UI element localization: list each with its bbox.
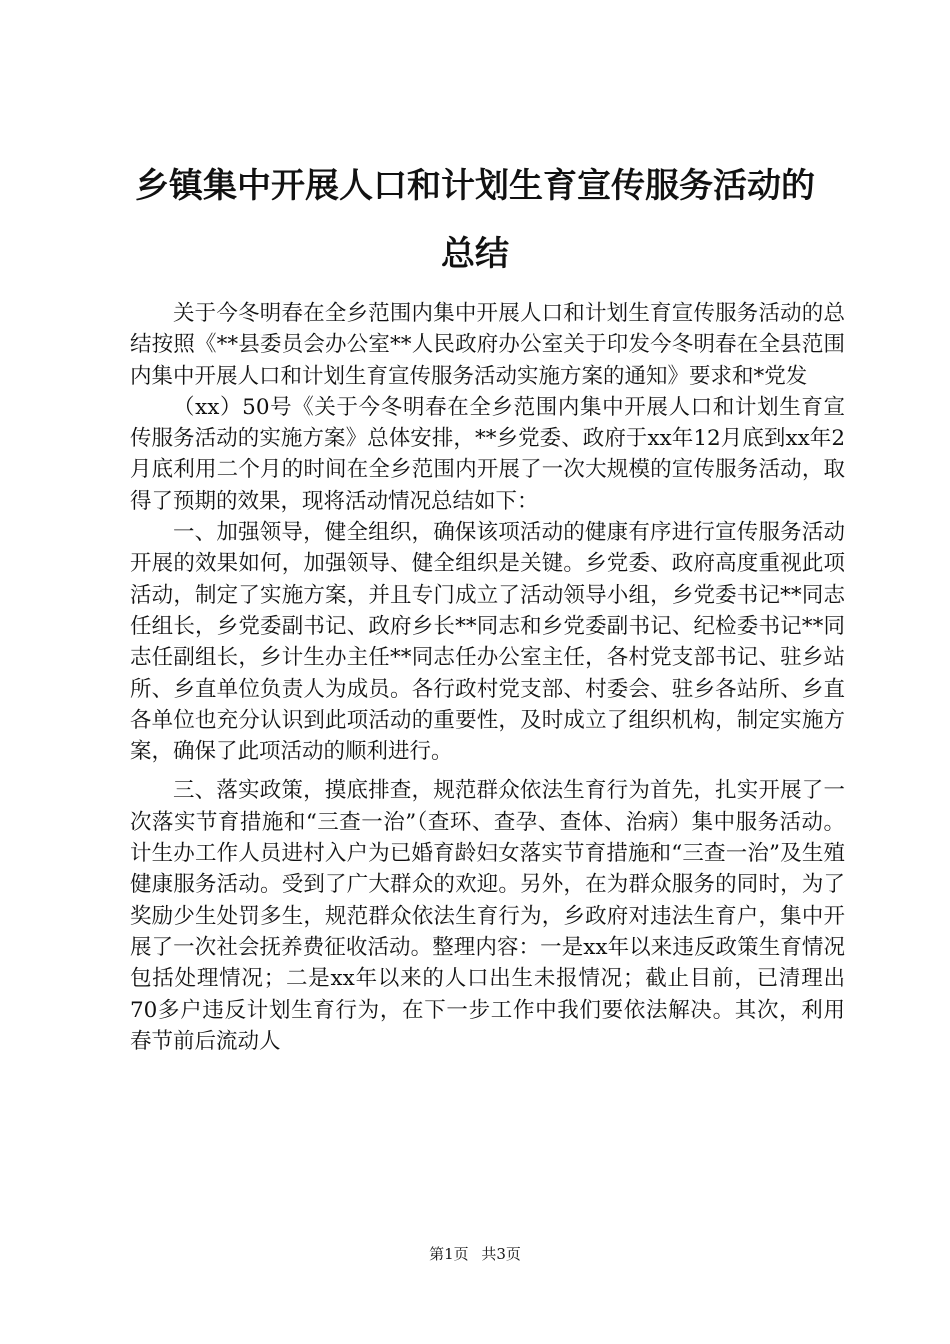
paragraph-intro: 关于今冬明春在全乡范围内集中开展人口和计划生育宣传服务活动的总结按照《**县委员会办公室**人民政府办公室关于印发今冬明春在全县范围内集中开展人口和计划生育宣传服务活动实施方案的通知》要求和*党发 [130, 301, 845, 389]
document-title-line-1: 乡镇集中开展人口和计划生育宣传服务活动的 [135, 166, 815, 206]
document-title-line-2: 总结 [441, 234, 509, 274]
paragraph-section-leadership: 一、加强领导，健全组织，确保该项活动的健康有序进行宣传服务活动开展的效果如何，加强领导、健全组织是关键。乡党委、政府高度重视此项活动，制定了实施方案，并且专门成立了活动领导小组，乡党委书记**同志任组长，乡党委副书记、政府乡长**同志和乡党委副书记、纪检委书记**同志任副组长，乡计生办主任**同志任办公室主任，各村党支部书记、驻乡站所、乡直单位负责人为成员。各行政村党支部、村委会、驻乡各站所、乡直各单位也充分认识到此项活动的重要性，及时成立了组织机构，制定实施方案，确保了此项活动的顺利进行。 [130, 520, 845, 765]
paragraph-overview: （xx）50号《关于今冬明春在全乡范围内集中开展人口和计划生育宣传服务活动的实施方案》总体安排，**乡党委、政府于xx年12月底到xx年2月底利用二个月的时间在全乡范围内开展了一次大规模的宣传服务活动，取得了预期的效果，现将活动情况总结如下： [130, 394, 845, 514]
document-body [130, 298, 845, 1057]
page-number: 第1页 [429, 1245, 469, 1263]
paragraph-section-policy: 三、落实政策，摸底排查，规范群众依法生育行为首先，扎实开展了一次落实节育措施和“三查一治”（查环、查孕、查体、治病）集中服务活动。计生办工作人员进村入户为已婚育龄妇女落实节育措施和“三查一治”及生殖健康服务活动。受到了广大群众的欢迎。另外，在为群众服务的同时，为了奖励少生处罚多生，规范群众依法生育行为，乡政府对违法生育户，集中开展了一次社会抚养费征收活动。整理内容：一是xx年以来违反政策生育情况包括处理情况；二是xx年以来的人口出生未报情况；截止目前，已清理出70多户违反计划生育行为，在下一步工作中我们要依法解决。其次，利用春节前后流动人 [130, 778, 845, 1054]
page-footer [0, 1244, 950, 1264]
page-total: 共3页 [481, 1245, 521, 1263]
